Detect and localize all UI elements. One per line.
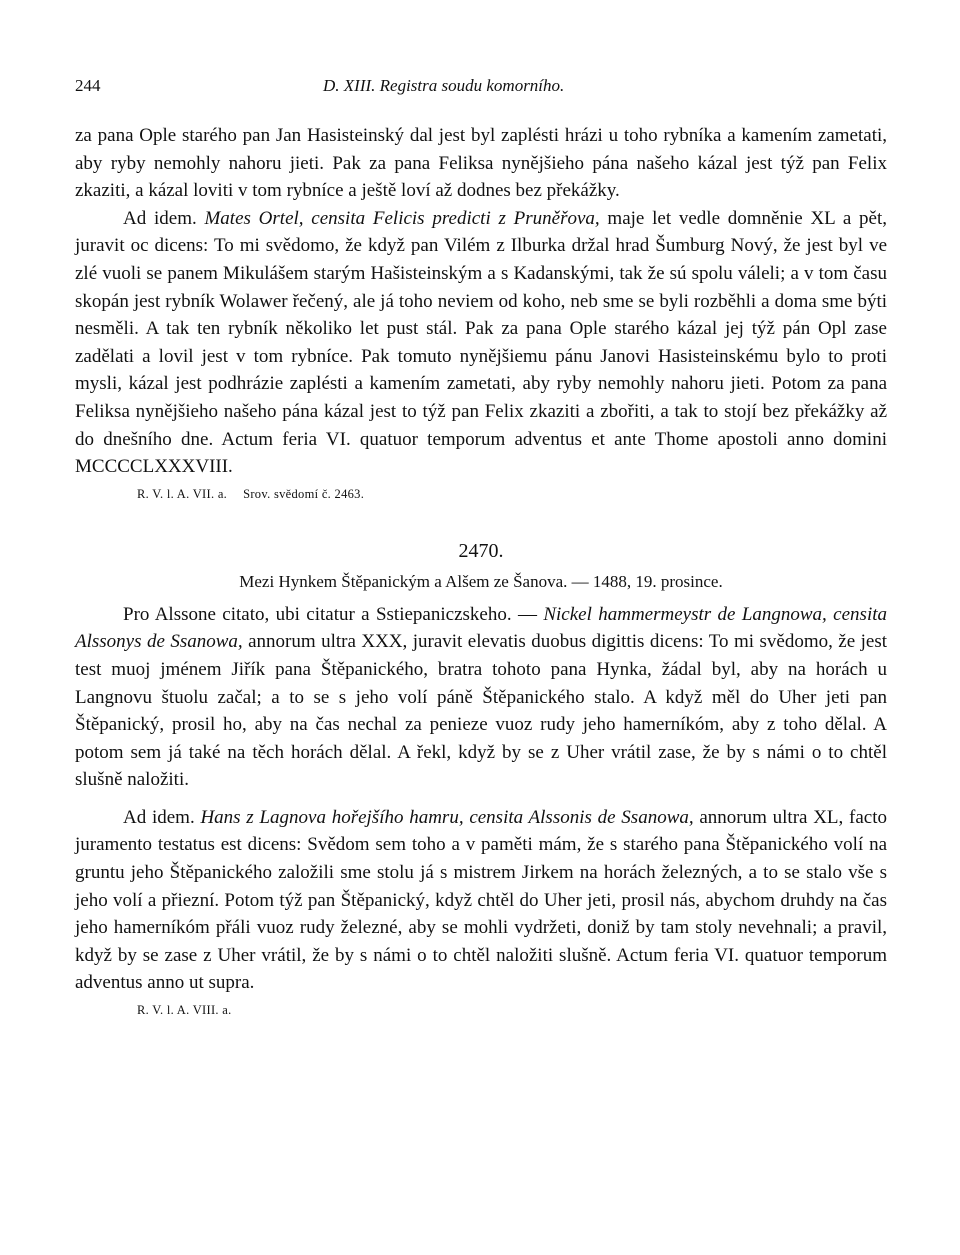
document-page — [75, 76, 887, 1019]
body-text — [75, 122, 887, 1019]
document-body — [75, 601, 887, 1019]
witness-name: Hans z Lagnova hořejšího hamru, censita Alssonis de Ssanowa, — [200, 806, 694, 828]
paragraph-lead: Ad idem. — [123, 806, 201, 828]
page-header — [75, 76, 887, 102]
source-note — [137, 485, 887, 503]
paragraph-lead: Ad idem. — [123, 207, 205, 229]
cross-reference: Srov. svědomí č. 2463. — [243, 486, 365, 501]
paragraph-text: maje let vedle domněnie XL a pět, juravit oc dicens: To mi svědomo, že když pan Vilém z Ilburka držal hrad Šumburg Nový, že jest byl ve zlé vuoli se panem Mikulášem starým Hašisteinským a s Kadanskými, tak že sú spolu váleli; a v tom času skopán jest rybník Wolawer řečený, ale já toho neviem od koho, neb sme se byli rozběhli a doma sme býti nesměli. A tak ten rybník několiko let pust stál. Pak za pana Ople starého kázal jej týž pán Opl zase zadělati a lovil jest v tom rybníce. Pak tomuto nynějšiemu pánu Janovi Hasisteinskému bylo to proti mysli, kázal jest podhrázie zaplésti a kamením zametati, aby ryby nemohly nahoru jieti. Potom za pana Feliksa nynějšieho našeho pána kázal jest to týž pan Felix zkaziti a zbořiti, a tak to stojí bez překážky až do dnešního dne. Actum feria VI. quatuor temporum adventus et ante Thome apostoli anno domini MCCCCLXXXVIII. — [75, 207, 887, 478]
paragraph-text: annorum ultra XXX, juravit elevatis duobus digittis dicens: To mi svědomo, že jest test muoj jménem Jiřík pana Štěpanického, bratra tohoto pana Hynka, žádal byl, aby na horách u Langnovu štuolu začal; a to se s jeho volí páně Štěpanického stalo. A když měl do Uher jeti pan Štěpanický, prosil ho, aby na čas nechal za penieze vuoz rudy jeho hamerníkóm, aby z toho dělal. A potom sem já také na těch horách dělal. A řekl, když by se z Uher vrátil zase, že by s námi o to chtěl slušně naložiti. — [75, 631, 888, 791]
source-reference: R. V. l. A. VII. a. — [137, 486, 228, 501]
paragraph-lead: Pro Alssone citato, ubi citatur a Sstiepaniczskeho. — — [123, 603, 544, 625]
witness-name: Mates Ortel, censita Felicis predicti z Pruněřova, — [204, 207, 600, 229]
witness-name: Nickel hammermeystr de Langnowa, censita Alssonys de Ssanowa, — [75, 603, 887, 653]
document-summary: Mezi Hynkem Štěpanickým a Alšem ze Šanova. — 1488, 19. prosince. — [239, 571, 723, 591]
source-reference: R. V. l. A. VIII. a. — [137, 1003, 232, 1018]
paragraph-text: annorum ultra XL, facto juramento testatus est dicens: Svědom sem toho a v paměti mám, že s starého pana Štěpanického volí na gruntu jeho Štěpanického založili sme stolu já s mistrem Jirkem na horách železných, a to se stalo vše s jeho volí a přiezní. Potom týž pan Štěpanický, když chtěl do Uher jeti, prosil nás, abychom druhdy na čas jeho hamerníkóm přáli vuoz rudy železné, aby se mohli vydržeti, doniž by tam stoly nevehnali; a pravil, když by se zase z Uher vrátil, že by s námi o to chtěl naložiti slušně. Actum feria VI. quatuor temporum adventus anno ut supra. — [75, 806, 887, 994]
paragraph-testimony-ortel — [75, 205, 887, 481]
paragraph-continuation — [75, 122, 887, 205]
paragraph-testimony-hans — [75, 804, 887, 997]
source-note — [137, 1001, 887, 1019]
document-number: 2470. — [458, 539, 504, 562]
running-title: D. XIII. Registra soudu komorního. — [323, 76, 565, 95]
paragraph-testimony-nickel — [75, 601, 887, 794]
page-number: 244 — [75, 76, 101, 95]
paragraph-text: za pana Ople starého pan Jan Hasisteinský dal jest byl zaplésti hrázi u toho rybníka a kamením zametati, aby ryby nemohly nahoru jieti. Pak za pana Feliksa nynějšieho pána našeho kázal jest týž pan Felix zkaziti, a kázal loviti v tom rybníce a ještě loví až dodnes bez překážky. — [75, 125, 887, 202]
